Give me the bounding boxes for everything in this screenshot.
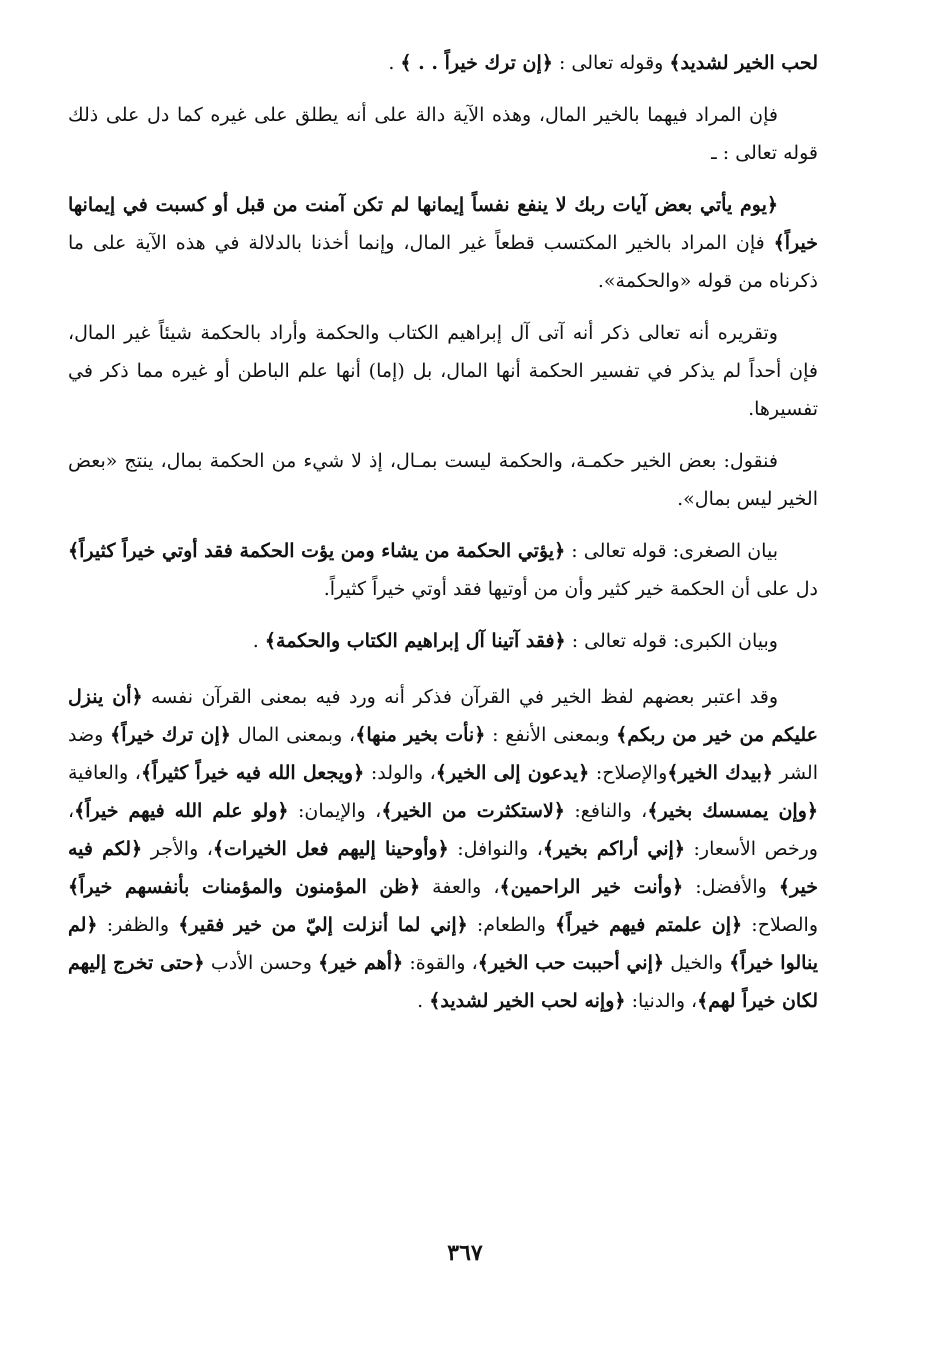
quran-quote: ﴿إن علمتم فيهم خيراً﴾ [555,914,743,936]
quran-quote: ﴿ولو علم الله فيهم خيراً﴾ [74,800,289,822]
text-segment: . [388,52,401,74]
quran-quote: ﴿ويجعل الله فيه خيراً كثيراً﴾ [140,762,365,784]
text-segment: وحسن الأدب [204,952,319,974]
quran-quote: ﴿نأت بخير منها﴾ [355,724,486,746]
page-number: ٣٦٧ [447,1240,483,1266]
text-segment: ، والولد: [364,762,436,784]
text-segment: ، والنوافل: [448,838,543,860]
text-segment: والطعام: [467,914,555,936]
text-segment: وبيان الكبرى: قوله تعالى : [565,630,778,652]
text-segment: بيان الصغرى: قوله تعالى : [565,540,778,562]
quran-quote: ﴿إني أراكم بخير﴾ [542,838,685,860]
text-segment: ، والدنيا: [625,990,698,1012]
text-segment: ، والإيمان: [288,800,382,822]
quran-quote: ﴿وأوحينا إليهم فعل الخيرات﴾ [212,838,449,860]
text-segment: فإن المراد بالخير المكتسب قطعاً غير المال، وإنما أخذنا بالدلالة في هذه الآية على ما ذكرناه من قوله «والحكمة». [68,232,818,292]
book-page [68,44,818,1034]
quran-quote: ﴿يدعون إلى الخير﴾ [435,762,590,784]
text-segment: ، والقوة: [403,952,478,974]
quran-quote: ﴿وإنه لحب الخير لشديد﴾ [429,990,626,1012]
quran-quote: ﴿إني أحببت حب الخير﴾ [477,952,664,974]
quran-quote: ﴿أن ينزل عليكم من خير من ربكم﴾ [68,686,819,746]
text-segment: فنقول: بعض الخير حكمـة، والحكمة ليست بمـال، إذ لا شيء من الحكمة بمال، ينتج «بعض الخير ليس بمال». [68,450,818,510]
paragraph-1 [68,44,818,82]
text-segment: فإن المراد فيهما بالخير المال، وهذه الآية دالة على أنه يطلق على غيره كما دل على ذلك قوله تعالى : ـ [68,104,818,164]
text-segment: ، والعفة [420,876,500,898]
paragraph-7 [68,622,818,660]
quran-quote: ﴿يؤتي الحكمة من يشاء ومن يؤت الحكمة فقد أوتي خيراً كثيراً﴾ [68,540,566,562]
text-segment: والصلاح: [742,914,819,936]
text-segment: . [417,990,430,1012]
quran-quote: ﴿أهم خير﴾ [318,952,404,974]
text-segment: والأفضل: [683,876,779,898]
quran-quote: ﴿لاستكثرت من الخير﴾ [381,800,565,822]
quran-quote: ﴿وأنت خير الراحمين﴾ [499,876,684,898]
paragraph-8 [68,678,818,1020]
quran-quote: ﴿حتى تخرج إليهم لكان خيراً لهم﴾ [68,952,818,1012]
text-segment: ، والنافع: [564,800,648,822]
text-segment: ، ورخص الأسعار: [68,800,818,860]
text-segment: ، وبمعنى المال [230,724,356,746]
quran-quote: ﴿بيدك الخير﴾ [667,762,773,784]
paragraph-3-quran-quote [68,186,818,300]
text-segment: دل على أن الحكمة خير كثير وأن من أوتيها فقد أوتي خيراً كثيراً. [323,578,818,600]
text-segment: . [252,630,265,652]
text-segment: والإصلاح: [589,762,668,784]
quran-quote: ﴿ظن المؤمنون والمؤمنات بأنفسهم خيراً﴾ [68,876,421,898]
text-segment: ، والعافية [68,762,141,784]
text-segment: والظفر: [97,914,179,936]
text-segment: والخيل [663,952,730,974]
quran-quote: ﴿وإن يمسسك بخير﴾ [647,800,819,822]
quran-quote: ﴿إن ترك خيراً . . ﴾ [400,52,553,74]
quran-quote: ﴿لكم فيه خير﴾ [68,838,818,898]
quran-quote: ﴿إن ترك خيراً﴾ [110,724,231,746]
text-segment: وتقريره أنه تعالى ذكر أنه آتى آل إبراهيم الكتاب والحكمة وأراد بالحكمة شيئاً غير المال، فإن أحداً لم يذكر في تفسير الحكمة أنها المال، بل (إما) أنها علم الباطن أو غيره مما ذكر في تفسيرها. [68,322,818,420]
text-segment: وقد اعتبر بعضهم لفظ الخير في القرآن فذكر أنه ورد فيه بمعنى القرآن نفسه [142,686,778,708]
text-segment: وبمعنى الأنفع : [485,724,617,746]
quran-quote: ﴿لم ينالوا خيراً﴾ [68,914,818,974]
text-segment: وضد الشر [68,724,818,784]
quran-quote: لحب الخير لشديد﴾ [669,52,818,74]
quran-quote: ﴿يوم يأتي بعض آيات ربك لا ينفع نفساً إيمانها لم تكن آمنت من قبل أو كسبت في إيمانها خيراً﴾ [68,194,818,254]
text-segment: ، والأجر [142,838,213,860]
paragraph-4 [68,314,818,428]
paragraph-6 [68,532,818,608]
paragraph-2 [68,96,818,172]
text-segment: وقوله تعالى : [552,52,670,74]
quran-quote: ﴿فقد آتينا آل إبراهيم الكتاب والحكمة﴾ [264,630,566,652]
quran-quote: ﴿إني لما أنزلت إليّ من خير فقير﴾ [178,914,468,936]
paragraph-5 [68,442,818,518]
